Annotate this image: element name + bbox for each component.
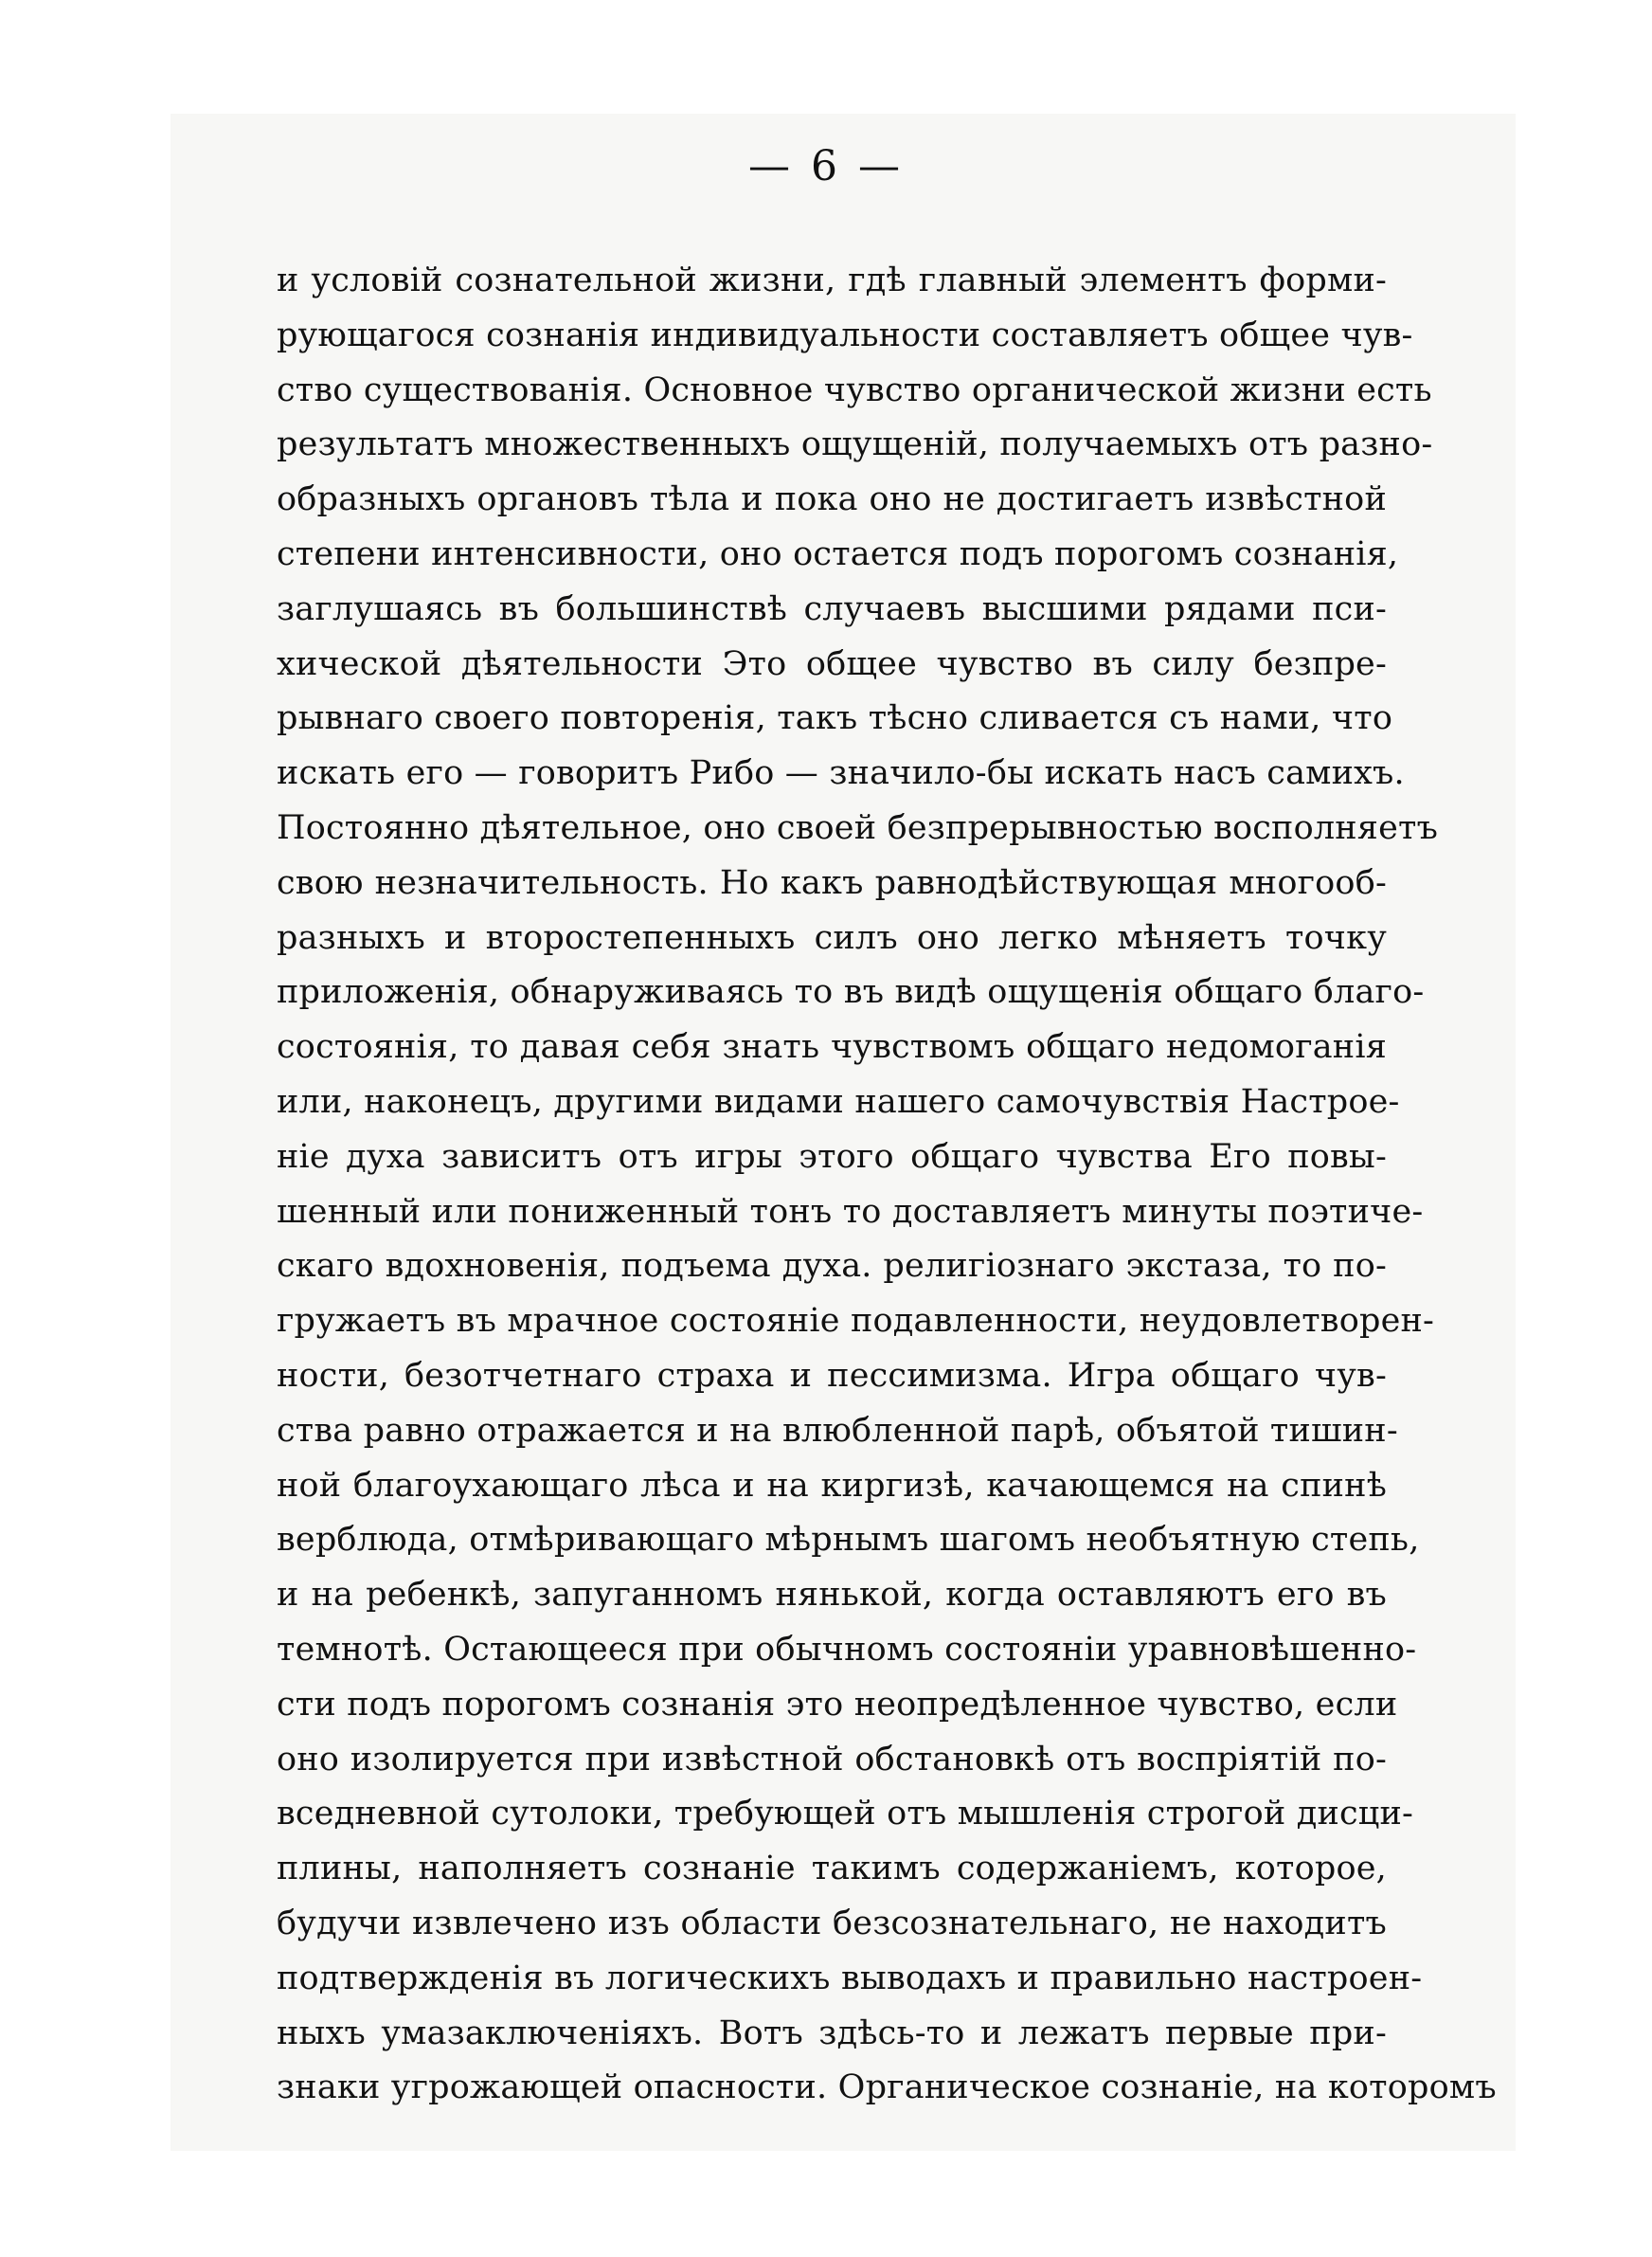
text-line: ной благоухающаго лѣса и на киргизѣ, качающемся на спинѣ [277, 1466, 1387, 1505]
text-line: свою незначительность. Но какъ равнодѣйствующая многооб- [277, 863, 1387, 902]
text-line: оно изолируется при извѣстной обстановкѣ отъ воспріятій по- [277, 1740, 1387, 1779]
text-line: верблюда, отмѣривающаго мѣрнымъ шагомъ необъятную степь, [277, 1521, 1420, 1560]
text-line: состоянія, то давая себя знать чувствомъ общаго недомоганія [277, 1028, 1387, 1067]
text-line: скаго вдохновенія, подъема духа. религіознаго экстаза, то по- [277, 1247, 1387, 1286]
text-line: вседневной сутолоки, требующей отъ мышленія строгой дисци- [277, 1795, 1414, 1833]
text-line: темнотѣ. Остающееся при обычномъ состояніи уравновѣшенно- [277, 1630, 1417, 1669]
text-line: Постоянно дѣятельное, оно своей безпрерывностью восполняетъ [277, 808, 1439, 847]
text-line: ство существованія. Основное чувство органической жизни есть [277, 370, 1432, 409]
text-line: ныхъ умазаключеніяхъ. Вотъ здѣсь-то и лежатъ первые при- [277, 2013, 1387, 2052]
text-line: степени интенсивности, оно остается подъ порогомъ сознанія, [277, 534, 1399, 573]
text-line: рывнаго своего повторенія, такъ тѣсно сливается съ нами, что [277, 699, 1393, 738]
text-line: или, наконецъ, другими видами нашего самочувствія Настрое- [277, 1082, 1400, 1121]
text-line: сти подъ порогомъ сознанія это неопредѣленное чувство, если [277, 1685, 1398, 1724]
text-line: и условій сознательной жизни, гдѣ главный элементъ форми- [277, 262, 1387, 299]
text-line: искать его — говоритъ Рибо — значило-бы искать насъ самихъ. [277, 754, 1405, 793]
text-line: приложенія, обнаруживаясь то въ видѣ ощущенія общаго благо- [277, 973, 1425, 1012]
text-line: подтвержденія въ логическихъ выводахъ и правильно настроен- [277, 1959, 1423, 1997]
text-line: ніе духа зависитъ отъ игры этого общаго чувства Его повы- [277, 1137, 1387, 1176]
text-line: разныхъ и второстепенныхъ силъ оно легко мѣняетъ точку [277, 918, 1387, 957]
text-line: ности, безотчетнаго страха и пессимизма. Игра общаго чув- [277, 1356, 1387, 1395]
text-line: рующагося сознанія индивидуальности составляетъ общее чув- [277, 316, 1413, 354]
text-line: и на ребенкѣ, запуганномъ нянькой, когда оставляютъ его въ [277, 1576, 1387, 1615]
text-line: ства равно отражается и на влюбленной парѣ, объятой тишин- [277, 1411, 1398, 1450]
text-line: результатъ множественныхъ ощущеній, получаемыхъ отъ разно- [277, 425, 1433, 464]
text-line: хической дѣятельности Это общее чувство въ силу безпре- [277, 644, 1387, 683]
text-line: шенный или пониженный тонъ то доставляетъ минуты поэтиче- [277, 1192, 1424, 1231]
text-line: гружаетъ въ мрачное состояніе подавленности, неудовлетворен- [277, 1302, 1435, 1341]
text-line: образныхъ органовъ тѣла и пока оно не достигаетъ извѣстной [277, 480, 1387, 519]
text-line: плины, наполняетъ сознаніе такимъ содержаніемъ, которое, [277, 1850, 1387, 1888]
page-number-header: — 6 — [748, 142, 904, 190]
text-line: будучи извлечено изъ области безсознательнаго, не находитъ [277, 1904, 1387, 1942]
body-text [277, 254, 1497, 2116]
text-line: заглушаясь въ большинствѣ случаевъ высшими рядами пси- [277, 589, 1387, 628]
text-line: знаки угрожающей опасности. Органическое сознаніе, на которомъ [277, 2068, 1497, 2107]
